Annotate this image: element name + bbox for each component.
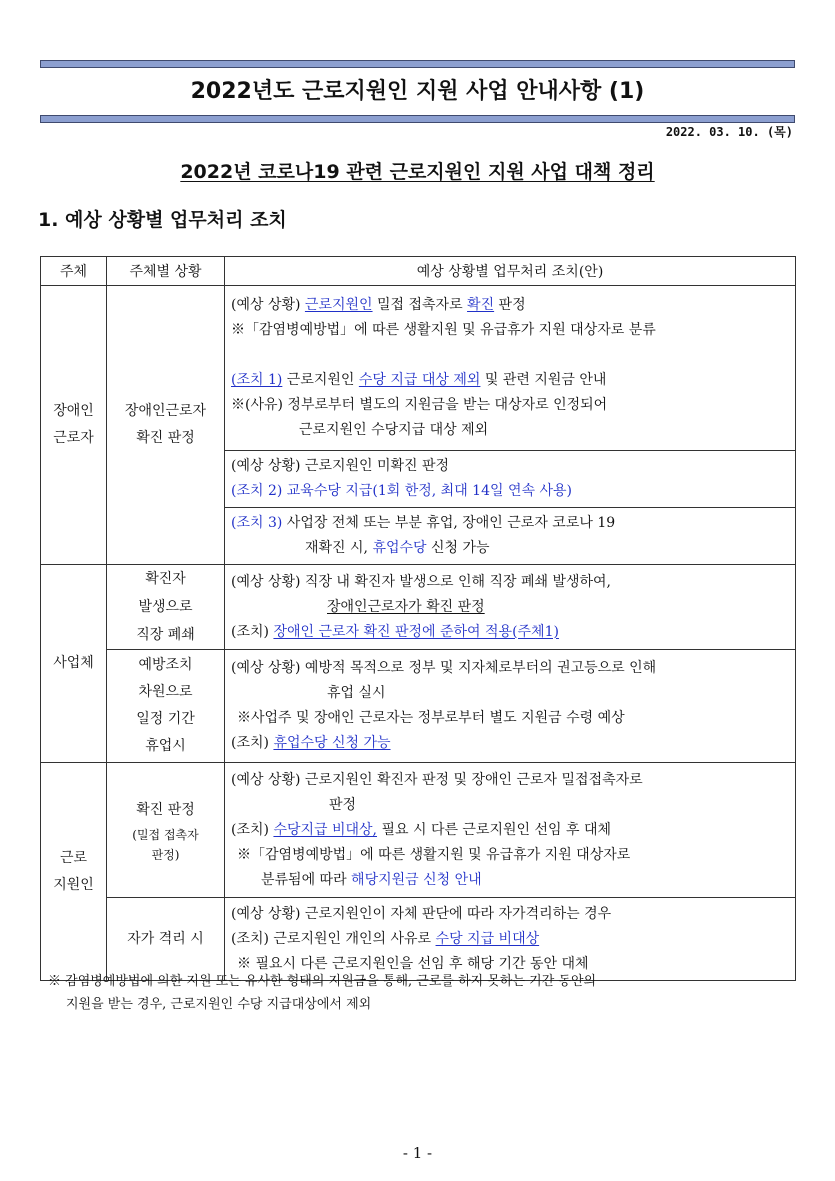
subject-cell-worker: 장애인 근로자 [41,286,107,565]
table-row [41,763,796,898]
situation-cell-closure: 확진자 발생으로 직장 폐쇄 [107,565,225,650]
table-row [41,565,796,650]
page-title: 2022년도 근로지원인 지원 사업 안내사항 (1) [190,79,645,104]
subject-cell-assistant: 근로 지원인 [41,763,107,981]
measure-cell: (예상 상황) 근로지원인이 자체 판단에 따라 자가격리하는 경우 (조치) 근로지원인 개인의 사유로 수당 지급 비대상 ※ 필요시 다른 근로지원인을 선임 후 해당 기간 동안 대체 [225,898,796,981]
situation-cell-preventive: 예방조치 차원으로 일정 기간 휴업시 [107,650,225,763]
measure-cell: (조치 3) 사업장 전체 또는 부분 휴업, 장애인 근로자 코로나 19 재확진 시, 휴업수당 신청 가능 [225,508,796,565]
measure-cell: (예상 상황) 직장 내 확진자 발생으로 인해 직장 폐쇄 발생하여, 장애인근로자가 확진 판정 (조치) 장애인 근로자 확진 판정에 준하여 적용(주체1) [225,565,796,650]
measure-cell: (예상 상황) 근로지원인 밀접 접촉자로 확진 판정 ※「감염병예방법」에 따른 생활지원 및 유급휴가 지원 대상자로 분류 (조치 1) 근로지원인 수당 지급 대상 제외 및 관련 지원금 안내 ※(사유) 정부로부터 별도의 지원금을 받는 대상자로 인정되어 근로지원인 수당지급 대상 제외 [225,286,796,451]
footnote: ※ 감염병예방법에 의한 지원 또는 유사한 형태의 지원금을 통해, 근로를 하지 못하는 기간 동안의 지원을 받는 경우, 근로지원인 수당 지급대상에서 제외 [48,974,597,1012]
situation-cell-confirmed: 장애인근로자 확진 판정 [107,286,225,565]
page-number: - 1 - [402,1144,433,1162]
table-row [41,898,796,981]
header-situation: 주체별 상황 [107,257,225,286]
measures-table [40,256,796,981]
situation-cell-self-isolation: 자가 격리 시 [107,898,225,981]
measure-cell: (예상 상황) 예방적 목적으로 정부 및 지자체로부터의 권고등으로 인해 휴업 실시 ※사업주 및 장애인 근로자는 정부로부터 별도 지원금 수령 예상 (조치) 휴업수당 신청 가능 [225,650,796,763]
document-subtitle: 2022년 코로나19 관련 근로지원인 지원 사업 대책 정리 [180,161,655,183]
situation-cell-assistant-confirmed: 확진 판정 (밀접 접촉자 판정) [107,763,225,898]
table-header-row [41,257,796,286]
header-measures: 예상 상황별 업무처리 조치(안) [225,257,796,286]
table-row [41,650,796,763]
subject-cell-business: 사업체 [41,565,107,763]
section-heading: 1. 예상 상황별 업무처리 조치 [38,209,287,231]
table-row [41,286,796,451]
title-bar-top [40,60,795,68]
title-bar-bottom [40,115,795,123]
header-subject: 주체 [41,257,107,286]
measure-cell: (예상 상황) 근로지원인 미확진 판정 (조치 2) 교육수당 지급(1회 한정, 최대 14일 연속 사용) [225,451,796,508]
measure-cell: (예상 상황) 근로지원인 확진자 판정 및 장애인 근로자 밀접접촉자로 판정 (조치) 수당지급 비대상, 필요 시 다른 근로지원인 선임 후 대체 ※「감염병예방법」에 따른 생활지원 및 유급휴가 지원 대상자로 분류됨에 따라 해당지원금 신청 안내 [225,763,796,898]
document-date: 2022. 03. 10. (목) [665,125,793,139]
